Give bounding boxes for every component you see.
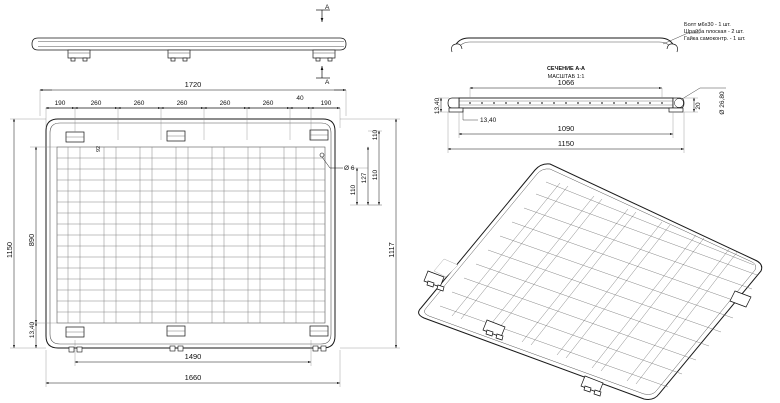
section-label: СЕЧЕНИЕ А-А <box>546 66 586 72</box>
note-line-3: Гайка самоконтр. - 1 шт. <box>684 36 746 42</box>
section-mark-a-bottom: A <box>325 79 330 86</box>
dim-seg-8: 190 <box>320 100 332 107</box>
dim-seg-6: 260 <box>262 100 274 107</box>
dim-left-1340: 13,40 <box>29 321 36 339</box>
dim-front-left-inner: 13,40 <box>480 117 497 124</box>
dim-right-110c: 110 <box>372 129 379 141</box>
note-92: 92 <box>96 145 102 152</box>
dim-front-1066: 1066 <box>557 78 575 87</box>
dim-front-1150: 1150 <box>557 139 575 148</box>
dim-seg-4: 260 <box>176 100 188 107</box>
dim-seg-5: 260 <box>219 100 231 107</box>
dim-overall-width-top: 1720 <box>184 80 202 89</box>
dim-right-110a: 110 <box>372 169 379 181</box>
dim-seg-3: 260 <box>133 100 145 107</box>
dim-seg-2: 260 <box>90 100 102 107</box>
scale-label: МАСШТАБ 1:1 <box>547 74 585 80</box>
dim-seg-7: 40 <box>296 95 304 102</box>
dim-right-110b: 110 <box>350 184 357 196</box>
dim-left-1150: 1150 <box>5 241 14 259</box>
front-elevation-view <box>438 33 726 153</box>
note-hole-dia: Ø 6 <box>344 165 355 172</box>
dim-bottom-1490: 1490 <box>184 352 202 361</box>
note-line-2: Шрайба плоская - 2 шт. <box>684 29 744 35</box>
dim-front-1090: 1090 <box>557 124 575 133</box>
note-line-1: Болт м6х30 - 1 шт. <box>684 22 731 28</box>
plan-view <box>10 90 400 387</box>
top-profile-view <box>32 10 346 78</box>
section-mark-a-top: A <box>325 4 330 11</box>
dim-right-1117: 1117 <box>387 242 396 258</box>
dim-front-left-height: 13,40 <box>434 97 441 115</box>
dim-seg-1: 190 <box>54 100 66 107</box>
isometric-view <box>419 164 762 400</box>
dim-bottom-1660: 1660 <box>184 373 202 382</box>
dim-left-890: 890 <box>27 233 36 247</box>
dim-right-127: 127 <box>361 172 368 184</box>
dim-tube-dia: Ø 26,80 <box>719 91 726 115</box>
dim-front-right-height: 20 <box>695 102 702 110</box>
